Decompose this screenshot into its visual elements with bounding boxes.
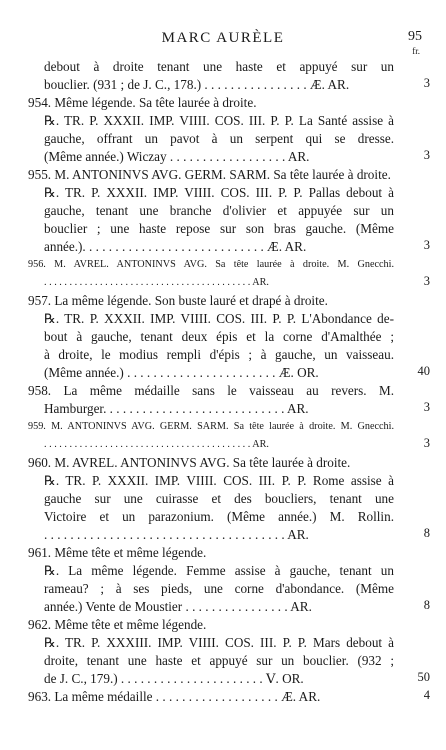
entry-price: 50: [417, 670, 430, 684]
entry-heading-line: 954. Même légende. Sa tête laurée à droite.: [28, 95, 257, 110]
coin-entry-list: [28, 58, 430, 706]
entry-price: 3: [423, 400, 430, 414]
entry-heading-line: 956. M. AVREL. ANTONINVS AVG. Sa tête laurée à droite. M. Gnecchi.: [28, 259, 394, 270]
coin-entry: [28, 544, 430, 616]
entry-text-line: (Même année.) Wiczay . . . . . . . . . . . . . . . . . . AR.: [44, 149, 310, 164]
entry-heading-line: 957. La même légende. Son buste lauré et drapé à droite.: [28, 293, 328, 308]
entry-text-line: . . . . . . . . . . . . . . . . . . . . . . . . . . . . . . . . . . . . . . . . . AR.: [44, 277, 269, 288]
coin-entry: [28, 382, 430, 418]
entry-text-line: ℞. TR. P. XXXIII. IMP. VIIII. COS. III. P. P. Mars debout à: [44, 635, 394, 650]
entry-text-line: gauche, offrant un pavot à un serpent qui se dresse.: [44, 131, 394, 146]
entry-text-line: de J. C., 179.) . . . . . . . . . . . . . . . . . . . . . . Ⅴ. OR.: [44, 671, 304, 686]
entry-text-line: bouclier. (931 ; de J. C., 178.) . . . . . . . . . . . . . . . . Æ. AR.: [44, 77, 350, 92]
coin-entry: [28, 292, 430, 382]
entry-price: 3: [423, 436, 430, 450]
entry-text-line: bouclier ; une haste repose sur son bras gauche. (Même: [44, 221, 394, 236]
entry-text-line: Hamburger. . . . . . . . . . . . . . . . . . . . . . . . . . . . AR.: [44, 401, 309, 416]
entry-price: 3: [423, 238, 430, 252]
entry-price: 8: [423, 526, 430, 540]
entry-heading-line: 959. M. ANTONINVS AVG. GERM. SARM. Sa tête laurée à droite. M. Gnecchi.: [28, 421, 394, 432]
entry-text-line: Victoire et un parazonium. (Même année.) M. Rollin.: [44, 509, 394, 524]
entry-heading-line: debout à droite tenant une haste et appuyé sur un: [44, 59, 394, 74]
coin-entry: [28, 58, 430, 94]
entry-heading-line: 961. Même tête et même légende.: [28, 545, 207, 560]
entry-price: 3: [423, 148, 430, 162]
entry-text-line: année.) Vente de Moustier . . . . . . . . . . . . . . . . AR.: [44, 599, 312, 614]
entry-text-line: gauche sur une cuirasse et des boucliers, tenant une: [44, 491, 394, 506]
entry-text-line: . . . . . . . . . . . . . . . . . . . . . . . . . . . . . . . . . . . . . AR.: [44, 527, 309, 542]
entry-text-line: rameau? ; à ses pieds, une corne d'abondance. (Même: [44, 581, 394, 596]
coin-entry: [28, 688, 430, 706]
coin-entry: [28, 256, 430, 292]
entry-text-line: ℞. TR. P. XXXII. IMP. VIIII. COS. III. P. P. La Santé assise à: [44, 113, 394, 128]
entry-text-line: année.). . . . . . . . . . . . . . . . . . . . . . . . . . . . Æ. AR.: [44, 239, 307, 254]
entry-heading-line: 958. La même médaille sans le vaisseau au revers. M.: [28, 383, 394, 398]
price-column-unit: fr.: [412, 46, 420, 56]
entry-heading-line: 960. M. AVREL. ANTONINVS AVG. Sa tête laurée à droite.: [28, 455, 351, 470]
entry-heading-line: 962. Même tête et même légende.: [28, 617, 207, 632]
entry-text-line: à droite, le modius rempli d'épis ; à gauche, un vaisseau.: [44, 347, 394, 362]
running-header-title: MARC AURÈLE: [161, 30, 285, 46]
entry-text-line: gauche, tenant une branche d'olivier et appuyée sur un: [44, 203, 394, 218]
entry-text-line: ℞. TR. P. XXXII. IMP. VIIII. COS. III. P. P. L'Abondance de-: [44, 311, 394, 326]
entry-price: 8: [423, 598, 430, 612]
entry-price: 4: [423, 688, 430, 702]
entry-text-line: ℞. TR. P. XXXII. IMP. VIIII. COS. III. P. P. Pallas debout à: [44, 185, 394, 200]
entry-text-line: droite, tenant une haste et appuyé sur un bouclier. (932 ;: [44, 653, 394, 668]
entry-price: 40: [417, 364, 430, 378]
coin-entry: [28, 418, 430, 454]
coin-entry: [28, 166, 430, 256]
entry-heading-line: 955. M. ANTONINVS AVG. GERM. SARM. Sa tête laurée à droite.: [28, 167, 391, 182]
entry-text-line: (Même année.) . . . . . . . . . . . . . . . . . . . . . . . Æ. OR.: [44, 365, 319, 380]
coin-entry: [28, 94, 430, 166]
coin-entry: [28, 616, 430, 688]
coin-entry: [28, 454, 430, 544]
entry-text-line: bout à gauche, tenant deux épis et la corne d'Amalthée ;: [44, 329, 394, 344]
page-number: 95: [408, 29, 422, 44]
entry-text-line: . . . . . . . . . . . . . . . . . . . . . . . . . . . . . . . . . . . . . . . . . AR.: [44, 439, 269, 450]
entry-price: 3: [423, 274, 430, 288]
entry-heading-line: 963. La même médaille . . . . . . . . . . . . . . . . . . . Æ. AR.: [28, 689, 321, 704]
entry-text-line: ℞. TR. P. XXXII. IMP. VIIII. COS. III. P. P. Rome assise à: [44, 473, 394, 488]
entry-price: 3: [423, 76, 430, 90]
entry-text-line: ℞. La même légende. Femme assise à gauche, tenant un: [44, 563, 394, 578]
